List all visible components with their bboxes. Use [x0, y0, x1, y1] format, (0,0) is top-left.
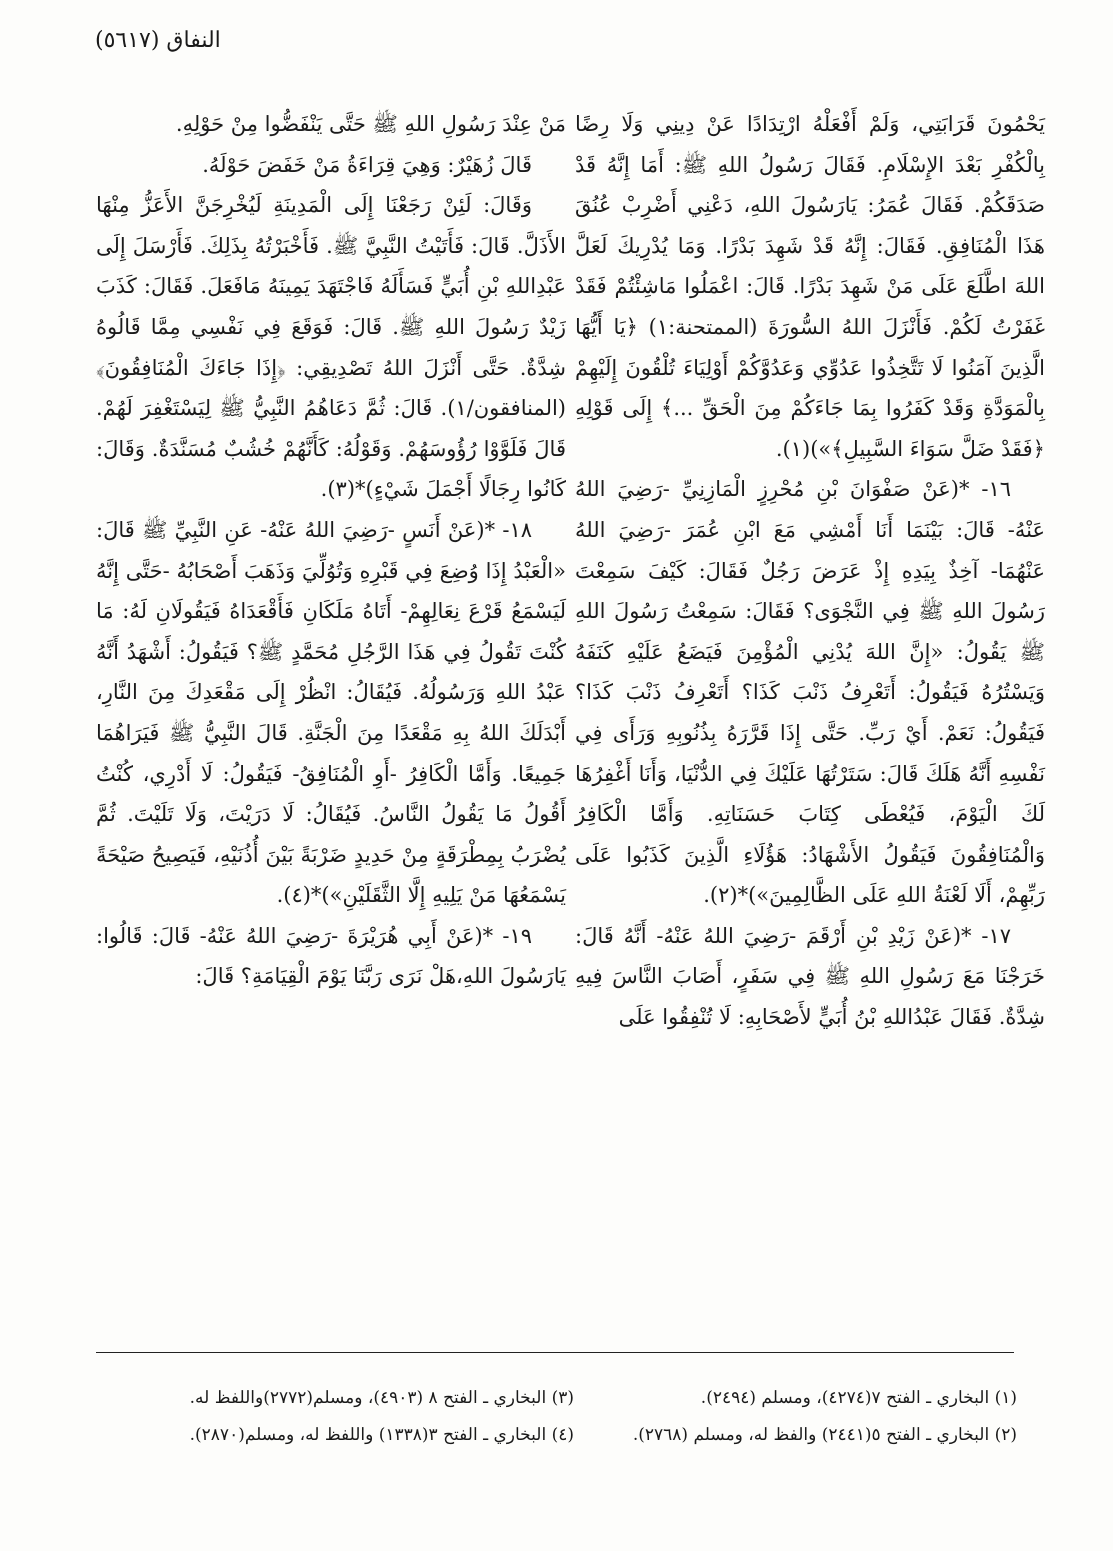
footnote-4: (٤) البخاري ـ الفتح ٣(١٣٣٨) واللفظ له، ومسلم(٢٨٧٠).	[189, 1425, 574, 1445]
paragraph: وَقَالَ: لَئِنْ رَجَعْنَا إِلَى الْمَدِينَةِ لَيُخْرِجَنَّ الأَعَزُّ مِنْهَا الأَذَلَّ. قَالَ: فَأَتَيْتُ النَّبِيَّ ﷺ. فَأَخْبَرْتُهُ بِذَلِكَ. فَأَرْسَلَ إِلَى عَبْدِاللهِ بْنِ أُبَيٍّ فَسَأَلَهُ فَاجْتَهَدَ يَمِينَهُ مَافَعَلَ. فَقَالَ: كَذَبَ زَيْدٌ رَسُولَ اللهِ ﷺ. قَالَ: فَوَقَعَ فِي نَفْسِي مِمَّا قَالُوهُ شِدَّةٌ. حَتَّى أَنْزَلَ اللهُ تَصْدِيقِي: ﴿إِذَا جَاءَكَ الْمُنَافِقُونَ﴾ (المنافقون/١). قَالَ: ثُمَّ دَعَاهُمُ النَّبِيُّ ﷺ لِيَسْتَغْفِرَ لَهُمْ. قَالَ فَلَوَّوْا رُؤُوسَهُمْ. وَقَوْلُهُ: كَأَنَّهُمْ خُشُبٌ مُسَنَّدَةٌ. وَقَالَ: كَانُوا رِجَالًا أَجْمَلَ شَيْءٍ)*(٣).	[96, 193, 566, 502]
hadith-16: ١٦- *(عَنْ صَفْوَانَ بْنِ مُحْرِزٍ الْمَازِنِيِّ -رَضِيَ اللهُ عَنْهُ- قَالَ: بَيْنَمَا أَنَا أَمْشِي مَعَ ابْنِ عُمَرَ -رَضِيَ اللهُ عَنْهُمَا- آخِذٌ بِيَدِهِ إِذْ عَرَضَ رَجُلٌ فَقَالَ: كَيْفَ سَمِعْتَ رَسُولَ اللهِ ﷺ فِي النَّجْوَى؟ فَقَالَ: سَمِعْتُ رَسُولَ اللهِ ﷺ يَقُولُ: «إِنَّ اللهَ يُدْنِي الْمُؤْمِنَ فَيَضَعُ عَلَيْهِ كَنَفَهُ وَيَسْتُرُهُ فَيَقُولُ: أَتَعْرِفُ ذَنْبَ كَذَا؟ أَتَعْرِفُ ذَنْبَ كَذَا؟ فَيَقُولُ: نَعَمْ. أَيْ رَبِّ. حَتَّى إِذَا قَرَّرَهُ بِذُنُوبِهِ وَرَأَى فِي نَفْسِهِ أَنَّهُ هَلَكَ قَالَ: سَتَرْتُهَا عَلَيْكَ فِي الدُّنْيَا، وَأَنَا أَغْفِرُهَا لَكَ الْيَوْمَ، فَيُعْطَى كِتَابَ حَسَنَاتِهِ. وَأَمَّا الْكَافِرُ وَالْمُنَافِقُونَ فَيَقُولُ الأَشْهَادُ: هَؤُلَاءِ الَّذِينَ كَذَبُوا عَلَى رَبِّهِمْ، أَلَا لَعْنَةُ اللهِ عَلَى الظَّالِمِينَ»)*(٢).	[575, 477, 1045, 908]
footnote-divider	[96, 1352, 1014, 1353]
footnote-2: (٢) البخاري ـ الفتح ٥(٢٤٤١) والفظ له، ومسلم (٢٧٦٨).	[632, 1425, 1017, 1445]
footnote-3: (٣) البخاري ـ الفتح ٨ (٤٩٠٣)، ومسلم(٢٧٧٢)واللفظ له.	[189, 1388, 574, 1408]
hadith-18: ١٨- *(عَنْ أَنَسٍ -رَضِيَ اللهُ عَنْهُ- عَنِ النَّبِيِّ ﷺ قَالَ: «الْعَبْدُ إِذَا وُضِعَ فِي قَبْرِهِ وَتُوُلِّيَ وَذَهَبَ أَصْحَابُهُ -حَتَّى إِنَّهُ لَيَسْمَعُ قَرْعَ نِعَالِهِمْ- أَتَاهُ مَلَكَانِ فَأَقْعَدَاهُ فَيَقُولَانِ لَهُ: مَا كُنْتَ تَقُولُ فِي هَذَا الرَّجُلِ مُحَمَّدٍ ﷺ؟ فَيَقُولُ: أَشْهَدُ أَنَّهُ عَبْدُ اللهِ وَرَسُولُهُ. فَيُقَالُ: انْظُرْ إِلَى مَقْعَدِكَ مِنَ النَّارِ، أَبْدَلَكَ اللهُ بِهِ مَقْعَدًا مِنَ الْجَنَّةِ. قَالَ النَّبِيُّ ﷺ فَيَرَاهُمَا جَمِيعًا. وَأَمَّا الْكَافِرُ -أَوِ الْمُنَافِقُ- فَيَقُولُ: لَا أَدْرِي، كُنْتُ أَقُولُ مَا يَقُولُ النَّاسُ. فَيُقَالُ: لَا دَرَيْتَ، وَلَا تَلَيْتَ. ثُمَّ يُضْرَبُ بِمِطْرَقَةٍ مِنْ حَدِيدٍ ضَرْبَةً بَيْنَ أُذُنَيْهِ، فَيَصِيحُ صَيْحَةً يَسْمَعُهَا مَنْ يَلِيهِ إِلَّا الثَّقَلَيْنِ»)*(٤).	[96, 517, 566, 908]
footnote-1: (١) البخاري ـ الفتح ٧(٤٢٧٤)، ومسلم (٢٤٩٤).	[700, 1388, 1017, 1408]
paragraph: يَحْمُونَ قَرَابَتِي، وَلَمْ أَفْعَلْهُ ارْتِدَادًا عَنْ دِينِي وَلَا رِضًا بِالْكُفْرِ بَعْدَ الإِسْلَامِ. فَقَالَ رَسُولُ اللهِ ﷺ: أَمَا إِنَّهُ قَدْ صَدَقَكُمْ. فَقَالَ عُمَرُ: يَارَسُولَ اللهِ، دَعْنِي أَضْرِبْ عُنُقَ هَذَا الْمُنَافِقِ. فَقَالَ: إِنَّهُ قَدْ شَهِدَ بَدْرًا. وَمَا يُدْرِيكَ لَعَلَّ اللهَ اطَّلَعَ عَلَى مَنْ شَهِدَ بَدْرًا. قَالَ: اعْمَلُوا مَاشِئْتُمْ فَقَدْ غَفَرْتُ لَكُمْ. فَأَنْزَلَ اللهُ السُّورَةَ (الممتحنة:١) ﴿يَا أَيُّهَا الَّذِينَ آمَنُوا لَا تَتَّخِذُوا عَدُوِّي وَعَدُوَّكُمْ أَوْلِيَاءَ تُلْقُونَ إِلَيْهِمْ بِالْمَوَدَّةِ وَقَدْ كَفَرُوا بِمَا جَاءَكُمْ مِنَ الْحَقِّ ...﴾ إِلَى قَوْلِهِ ﴿فَقَدْ ضَلَّ سَوَاءَ السَّبِيلِ﴾»)(١).	[575, 112, 1045, 461]
right-column	[575, 104, 1045, 1038]
left-column	[96, 104, 566, 997]
hadith-19: ١٩- *(عَنْ أَبِي هُرَيْرَةَ -رَضِيَ اللهُ عَنْهُ- قَالَ: قَالُوا: يَارَسُولَ اللهِ،هَلْ نَرَى رَبَّنَا يَوْمَ الْقِيَامَةِ؟ قَالَ:	[96, 923, 566, 989]
hadith-17: ١٧- *(عَنْ زَيْدِ بْنِ أَرْقَمَ -رَضِيَ اللهُ عَنْهُ- أَنَّهُ قَالَ: خَرَجْنَا مَعَ رَسُولِ اللهِ ﷺ فِي سَفَرٍ، أَصَابَ النَّاسَ فِيهِ شِدَّةٌ. فَقَالَ عَبْدُاللهِ بْنُ أُبَيٍّ لأَصْحَابِهِ: لَا تُنْفِقُوا عَلَى	[575, 923, 1045, 1030]
paragraph: مَنْ عِنْدَ رَسُولِ اللهِ ﷺ حَتَّى يَنْفَضُّوا مِنْ حَوْلِهِ.	[175, 112, 566, 136]
footnotes-right	[547, 1380, 1017, 1454]
footnotes-left	[104, 1380, 574, 1454]
running-header: النفاق (٥٦١٧)	[95, 28, 221, 53]
paragraph: قَالَ زُهَيْرٌ: وَهِيَ قِرَاءَةُ مَنْ خَفَضَ حَوْلَهُ.	[202, 152, 532, 177]
